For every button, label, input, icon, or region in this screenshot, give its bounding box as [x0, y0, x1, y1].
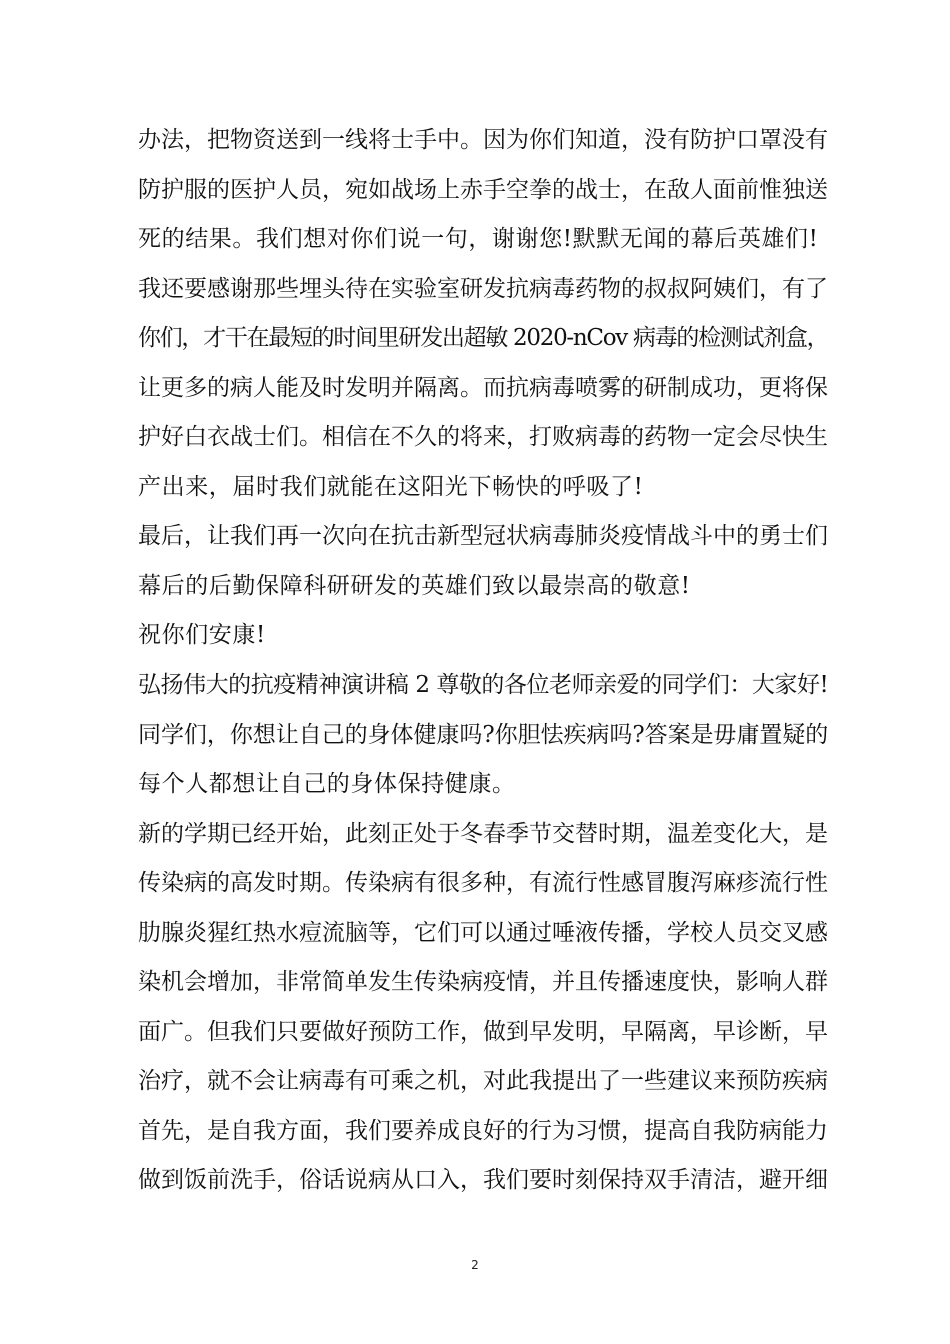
text-line: 我还要感谢那些埋头待在实验室研发抗病毒药物的叔叔阿姨们，有了 [138, 275, 828, 302]
body-text [138, 120, 828, 1210]
text-line: 新的学期已经开始，此刻正处于冬春季节交替时期，温差变化大，是 [138, 820, 828, 847]
text-line: 最后，让我们再一次向在抗击新型冠状病毒肺炎疫情战斗中的勇士们 [138, 523, 828, 550]
text-line: 护好白衣战士们。相信在不久的将来，打败病毒的药物一定会尽快生 [138, 424, 828, 451]
text-line: 染机会增加，非常简单发生传染病疫情，并且传播速度快，影响人群 [138, 969, 828, 996]
text-line: 治疗，就不会让病毒有可乘之机，对此我提出了一些建议来预防疾病 [138, 1068, 828, 1095]
text-line: 同学们，你想让自己的身体健康吗?你胆怯疾病吗?答案是毋庸置疑的 [138, 721, 829, 748]
text-line: 每个人都想让自己的身体保持健康。 [138, 771, 516, 798]
text-line: 防护服的医护人员，宛如战场上赤手空拳的战士，在敌人面前惟独送 [138, 176, 828, 203]
text-line: 产出来，届时我们就能在这阳光下畅快的呼吸了! [138, 473, 644, 500]
text-line: 你们，才干在最短的时间里研发出超敏 2020-nCov 病毒的检测试剂盒， [138, 325, 829, 352]
text-line: 让更多的病人能及时发明并隔离。而抗病毒喷雾的研制成功，更将保 [138, 374, 828, 401]
page-number: 2 [471, 1258, 479, 1272]
text-line: 办法，把物资送到一线将士手中。因为你们知道，没有防护口罩没有 [138, 127, 828, 153]
text-line: 祝你们安康! [138, 622, 266, 649]
text-line: 肋腺炎猩红热水痘流脑等，它们可以通过唾液传播，学校人员交叉感 [138, 919, 828, 946]
text-line: 幕后的后勤保障科研研发的英雄们致以最崇高的敬意! [138, 572, 691, 599]
text-line: 死的结果。我们想对你们说一句，谢谢您!默默无闻的幕后英雄们! [138, 226, 819, 253]
text-line: 面广。但我们只要做好预防工作，做到早发明，早隔离，早诊断，早 [138, 1018, 828, 1045]
text-line: 做到饭前洗手，俗话说病从口入，我们要时刻保持双手清洁，避开细 [138, 1167, 828, 1194]
text-line: 弘扬伟大的抗疫精神演讲稿 2 尊敬的各位老师亲爱的同学们：大家好! [138, 672, 829, 699]
text-line: 传染病的高发时期。传染病有很多种，有流行性感冒腹泻麻疹流行性 [138, 870, 828, 897]
text-line: 首先，是自我方面，我们要养成良好的行为习惯，提高自我防病能力 [138, 1117, 828, 1144]
